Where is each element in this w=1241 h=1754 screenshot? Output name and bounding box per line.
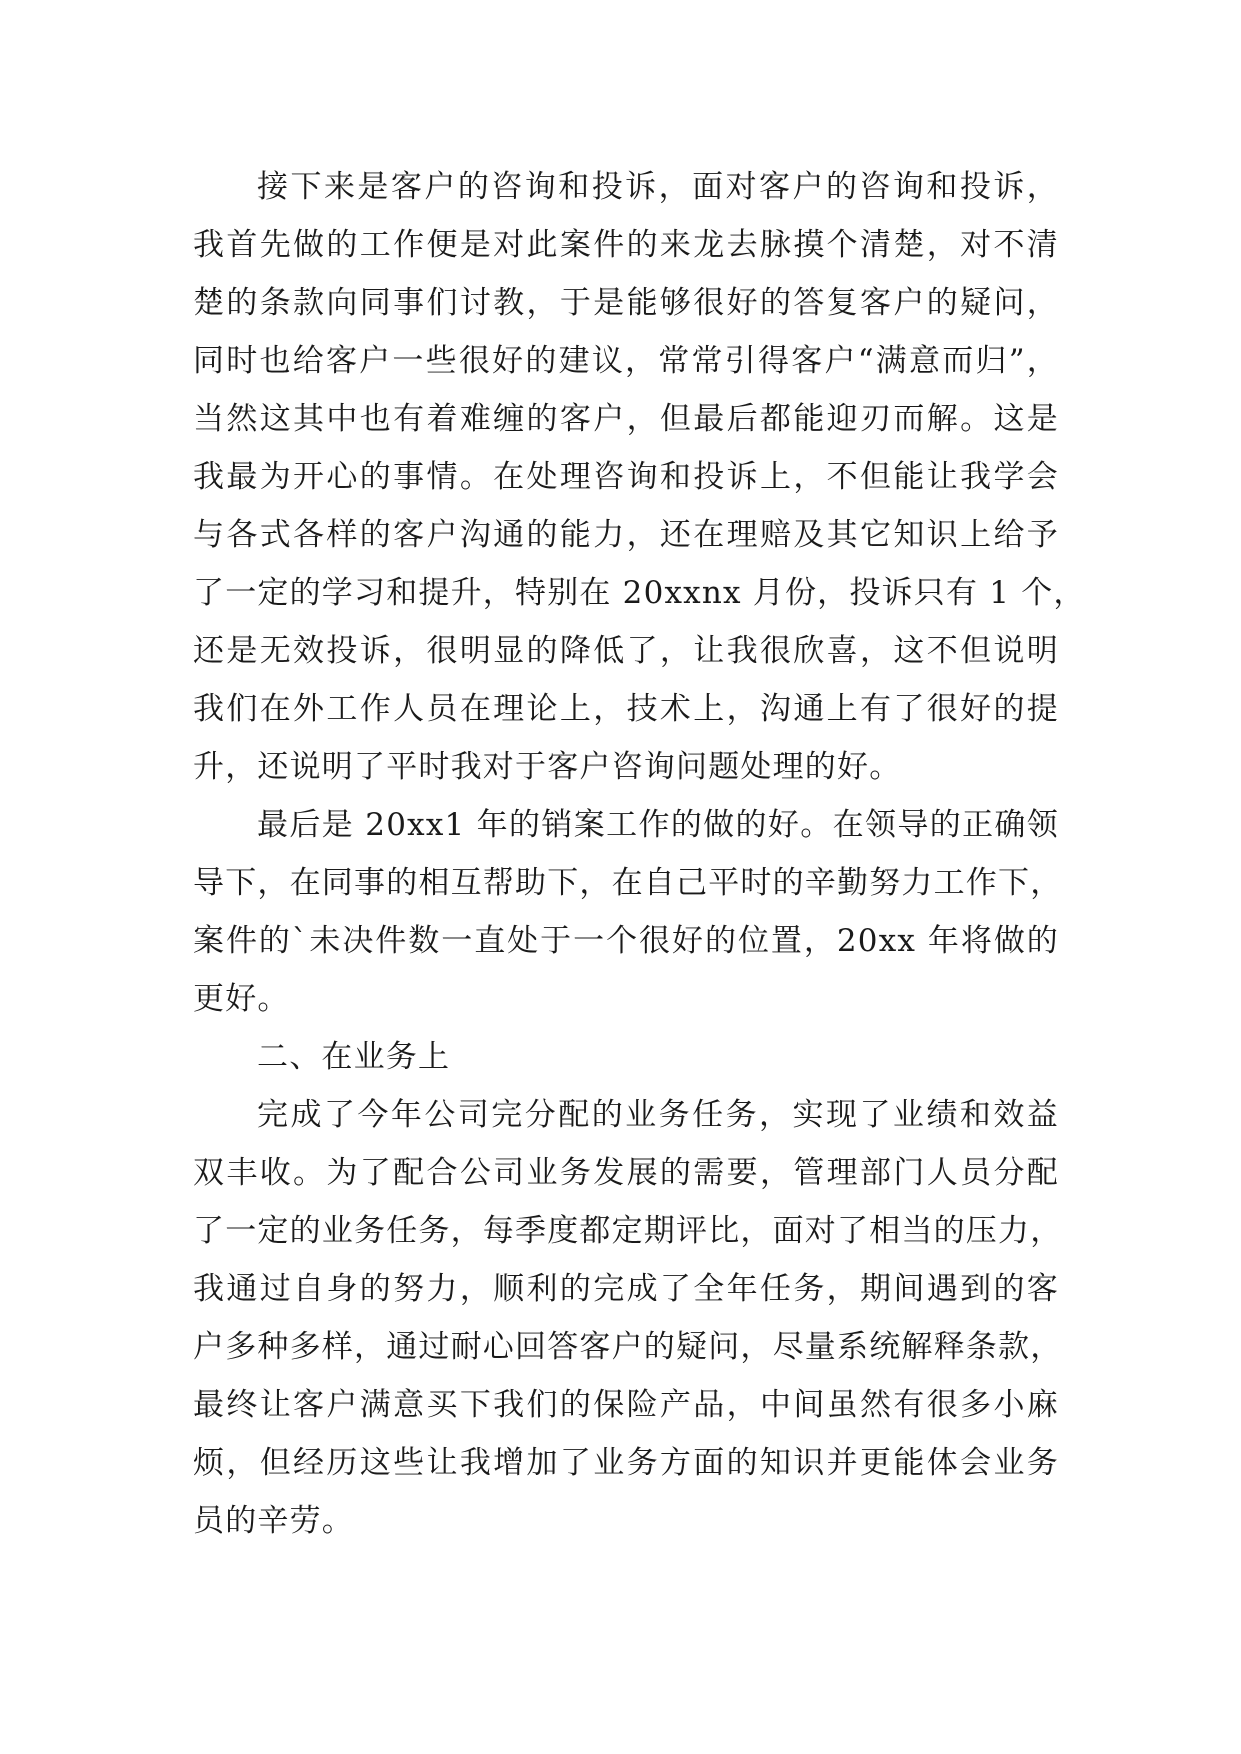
text-line: 案件的`未决件数一直处于一个很好的位置，20xx 年将做的 — [193, 923, 1059, 959]
text-line: 完成了今年公司完分配的业务任务，实现了业绩和效益 — [257, 1097, 1059, 1133]
text-line: 我最为开心的事情。在处理咨询和投诉上，不但能让我学会 — [193, 459, 1059, 495]
document-body — [193, 158, 1086, 1550]
text-line: 我首先做的工作便是对此案件的来龙去脉摸个清楚，对不清 — [193, 227, 1059, 263]
text-line: 我通过自身的努力，顺利的完成了全年任务，期间遇到的客 — [193, 1271, 1059, 1307]
text-line: 最后是 20xx1 年的销案工作的做的好。在领导的正确领 — [257, 807, 1059, 843]
text-line: 我们在外工作人员在理论上，技术上，沟通上有了很好的提 — [193, 691, 1059, 727]
text-line: 员的辛劳。 — [193, 1503, 354, 1539]
text-line: 最终让客户满意买下我们的保险产品，中间虽然有很多小麻 — [193, 1387, 1059, 1423]
text-line: 户多种多样，通过耐心回答客户的疑问，尽量系统解释条款， — [193, 1329, 1063, 1365]
text-line: 还是无效投诉，很明显的降低了，让我很欣喜，这不但说明 — [193, 633, 1059, 669]
text-line: 更好。 — [193, 981, 290, 1017]
paragraph-business-tasks — [193, 1086, 1063, 1550]
text-line: 了一定的学习和提升，特别在 20xxnx 月份，投诉只有 1 个， — [193, 575, 1086, 611]
text-line: 与各式各样的客户沟通的能力，还在理赔及其它知识上给予 — [193, 517, 1059, 553]
text-line: 同时也给客户一些很好的建议，常常引得客户“满意而归”， — [193, 343, 1059, 379]
text-line: 接下来是客户的咨询和投诉，面对客户的咨询和投诉， — [257, 169, 1059, 205]
paragraph-case-closing — [193, 796, 1063, 1028]
text-line: 导下，在同事的相互帮助下，在自己平时的辛勤努力工作下， — [193, 865, 1063, 901]
paragraph-customer-inquiries — [193, 158, 1086, 796]
text-line: 当然这其中也有着难缠的客户，但最后都能迎刃而解。这是 — [193, 401, 1059, 437]
text-line: 升，还说明了平时我对于客户咨询问题处理的好。 — [193, 749, 902, 785]
text-line: 烦，但经历这些让我增加了业务方面的知识并更能体会业务 — [193, 1445, 1059, 1481]
text-line: 楚的条款向同事们讨教，于是能够很好的答复客户的疑问， — [193, 285, 1059, 321]
section-heading: 二、在业务上 — [257, 1039, 451, 1075]
text-line: 了一定的业务任务，每季度都定期评比，面对了相当的压力， — [193, 1213, 1063, 1249]
text-line: 双丰收。为了配合公司业务发展的需要，管理部门人员分配 — [193, 1155, 1059, 1191]
